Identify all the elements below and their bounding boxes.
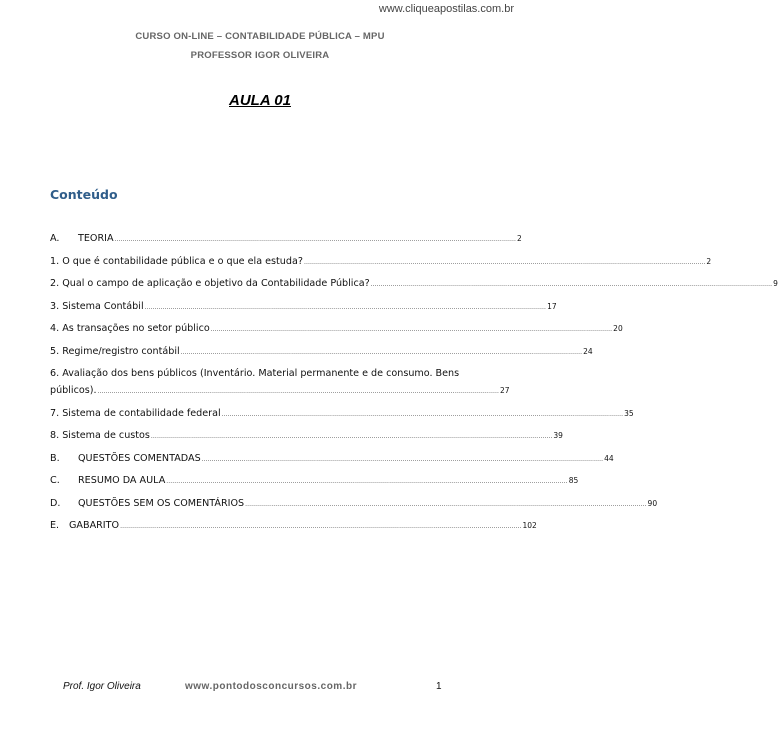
toc-item-page: 9 (773, 279, 778, 288)
toc-item-page: 2 (706, 257, 712, 266)
dot-leader: ........................................................................................................................................................................................................ (303, 259, 706, 266)
toc-item-label: QUESTÕES COMENTADAS (78, 453, 201, 464)
toc-item-1[interactable] (50, 256, 712, 267)
toc-item-label: 2. Qual o campo de aplicação e objetivo da Contabilidade Pública? (50, 278, 370, 289)
dot-leader: ........................................................................................................................................................................................................ (180, 349, 583, 356)
dot-leader: ........................................................................................................................................................................................................ (97, 388, 499, 395)
dot-leader: ........................................................................................................................................................................................................ (370, 281, 773, 288)
toc-item-page: 102 (522, 521, 537, 530)
dot-leader: ........................................................................................................................................................................................................ (210, 326, 613, 333)
toc-item-questoes-sem-comentarios[interactable] (50, 498, 658, 509)
toc-item-5[interactable] (50, 346, 593, 357)
toc-item-page: 2 (517, 234, 522, 243)
professor-header: PROFESSOR IGOR OLIVEIRA (190, 50, 330, 61)
toc-item-page: 17 (547, 302, 557, 311)
toc-item-number: D. (50, 498, 61, 509)
section-title: Conteúdo (50, 187, 118, 202)
toc-item-label: TEORIA (78, 233, 114, 244)
toc-item-6[interactable] (50, 385, 510, 396)
toc-item-page: 27 (499, 386, 510, 395)
toc-item-page: 24 (583, 347, 593, 356)
toc-item-page: 20 (613, 324, 623, 333)
toc-item-label: QUESTÕES SEM OS COMENTÁRIOS (78, 498, 245, 509)
toc-item-page: 85 (568, 476, 579, 485)
dot-leader: ........................................................................................................................................................................................................ (201, 456, 604, 463)
footer-author: Prof. Igor Oliveira (63, 681, 141, 692)
toc-item-6-line1[interactable]: 6. Avaliação dos bens públicos (Inventário. Material permanente e de consumo. Bens (50, 368, 460, 379)
dot-leader: ........................................................................................................................................................................................................ (144, 304, 547, 311)
dot-leader: ........................................................................................................................................................................................................ (114, 236, 516, 243)
toc-item-2[interactable] (50, 278, 778, 289)
footer-url[interactable]: www.pontodosconcursos.com.br (185, 681, 357, 692)
toc-item-label: 1. O que é contabilidade pública e o que ela estuda? (50, 256, 303, 267)
toc-item-number: A. (50, 233, 60, 244)
toc-item-page: 39 (553, 431, 563, 440)
toc-item-label: GABARITO (69, 520, 120, 531)
toc-item-label: 3. Sistema Contábil (50, 301, 144, 312)
toc-item-label: 5. Regime/registro contábil (50, 346, 180, 357)
toc-item-label: 4. As transações no setor público (50, 323, 210, 334)
toc-item-page: 44 (604, 454, 614, 463)
toc-item-label: públicos). (50, 385, 97, 396)
toc-item-teoria[interactable] (50, 233, 522, 244)
dot-leader: ........................................................................................................................................................................................................ (120, 523, 522, 530)
dot-leader: ........................................................................................................................................................................................................ (221, 411, 624, 418)
toc-item-label: 8. Sistema de custos (50, 430, 150, 441)
toc-item-4[interactable] (50, 323, 623, 334)
watermark-url: www.cliqueapostilas.com.br (378, 3, 514, 15)
toc-item-number: B. (50, 453, 60, 464)
toc-item-gabarito[interactable] (50, 520, 537, 531)
toc-item-questoes-comentadas[interactable] (50, 453, 614, 464)
toc-item-7[interactable] (50, 408, 634, 419)
toc-item-page: 90 (647, 499, 658, 508)
toc-item-label: 7. Sistema de contabilidade federal (50, 408, 221, 419)
lesson-title: AULA 01 (229, 92, 291, 109)
dot-leader: ........................................................................................................................................................................................................ (166, 478, 568, 485)
toc-item-label: RESUMO DA AULA (78, 475, 166, 486)
toc-item-resumo[interactable] (50, 475, 579, 486)
toc-item-number: C. (50, 475, 60, 486)
toc-item-3[interactable] (50, 301, 557, 312)
toc-item-8[interactable] (50, 430, 563, 441)
toc-item-number: E. (50, 520, 60, 531)
page-number: 1 (436, 681, 442, 692)
course-header: CURSO ON-LINE – CONTABILIDADE PÚBLICA – MPU (135, 31, 385, 42)
dot-leader: ........................................................................................................................................................................................................ (245, 501, 647, 508)
dot-leader: ........................................................................................................................................................................................................ (150, 433, 553, 440)
toc-item-page: 35 (624, 409, 634, 418)
